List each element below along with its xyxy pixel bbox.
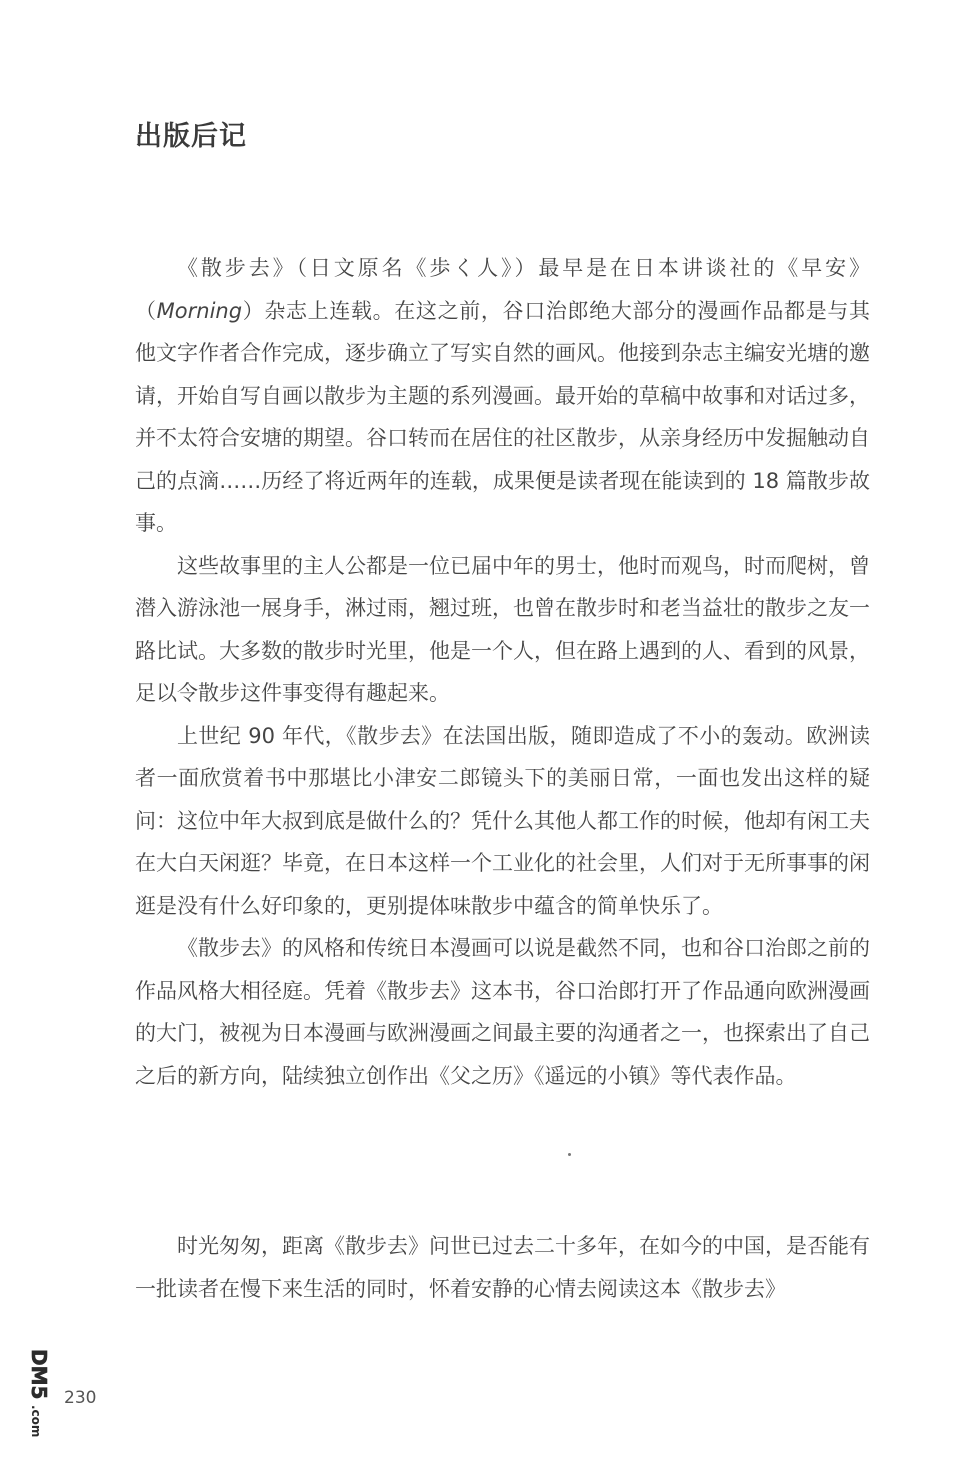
paragraph-2: 这些故事里的主人公都是一位已届中年的男士，他时而观鸟，时而爬树，曾潜入游泳池一展身手，淋过雨，翘过班，也曾在散步时和老当益壮的散步之友一路比试。大多数的散步时光里，他是一个人，但在路上遇到的人、看到的风景，足以令散步这件事变得有趣起来。	[135, 553, 870, 705]
afterword-body-continued	[135, 1225, 870, 1310]
afterword-body	[135, 247, 870, 1097]
speck-mark	[568, 1153, 571, 1156]
svg-text:.com: .com	[29, 1405, 43, 1438]
dm5-watermark-logo	[6, 1345, 51, 1443]
magazine-name-italic: Morning	[156, 298, 243, 323]
paragraph-1: 《散步去》（日文原名《歩く人》）最早是在日本讲谈社的《早安》（Morning）杂志上连载。在这之前，谷口治郎绝大部分的漫画作品都是与其他文字作者合作完成，逐步确立了写实自然的画风。他接到杂志主编安光塘的邀请，开始自写自画以散步为主题的系列漫画。最开始的草稿中故事和对话过多，并不太符合安塘的期望。谷口转而在居住的社区散步，从亲身经历中发掘触动自己的点滴……历经了将近两年的连载，成果便是读者现在能读到的 18 篇散步故事。	[135, 256, 870, 535]
paragraph-5: 时光匆匆，距离《散步去》问世已过去二十多年，在如今的中国，是否能有一批读者在慢下来生活的同时，怀着安静的心情去阅读这本《散步去》	[135, 1234, 870, 1301]
page-title: 出版后记	[135, 121, 247, 152]
paragraph-4: 《散步去》的风格和传统日本漫画可以说是截然不同，也和谷口治郎之前的作品风格大相径庭。凭着《散步去》这本书，谷口治郎打开了作品通向欧洲漫画的大门，被视为日本漫画与欧洲漫画之间最主要的沟通者之一，也探索出了自己之后的新方向，陆续独立创作出《父之历》《遥远的小镇》等代表作品。	[135, 936, 870, 1088]
page-number: 230	[64, 1388, 97, 1408]
paragraph-3: 上世纪 90 年代，《散步去》在法国出版，随即造成了不小的轰动。欧洲读者一面欣赏着书中那堪比小津安二郎镜头下的美丽日常，一面也发出这样的疑问：这位中年大叔到底是做什么的？凭什么其他人都工作的时候，他却有闲工夫在大白天闲逛？毕竟，在日本这样一个工业化的社会里，人们对于无所事事的闲逛是没有什么好印象的，更别提体味散步中蕴含的简单快乐了。	[135, 723, 870, 918]
svg-text:DM5: DM5	[27, 1349, 51, 1400]
